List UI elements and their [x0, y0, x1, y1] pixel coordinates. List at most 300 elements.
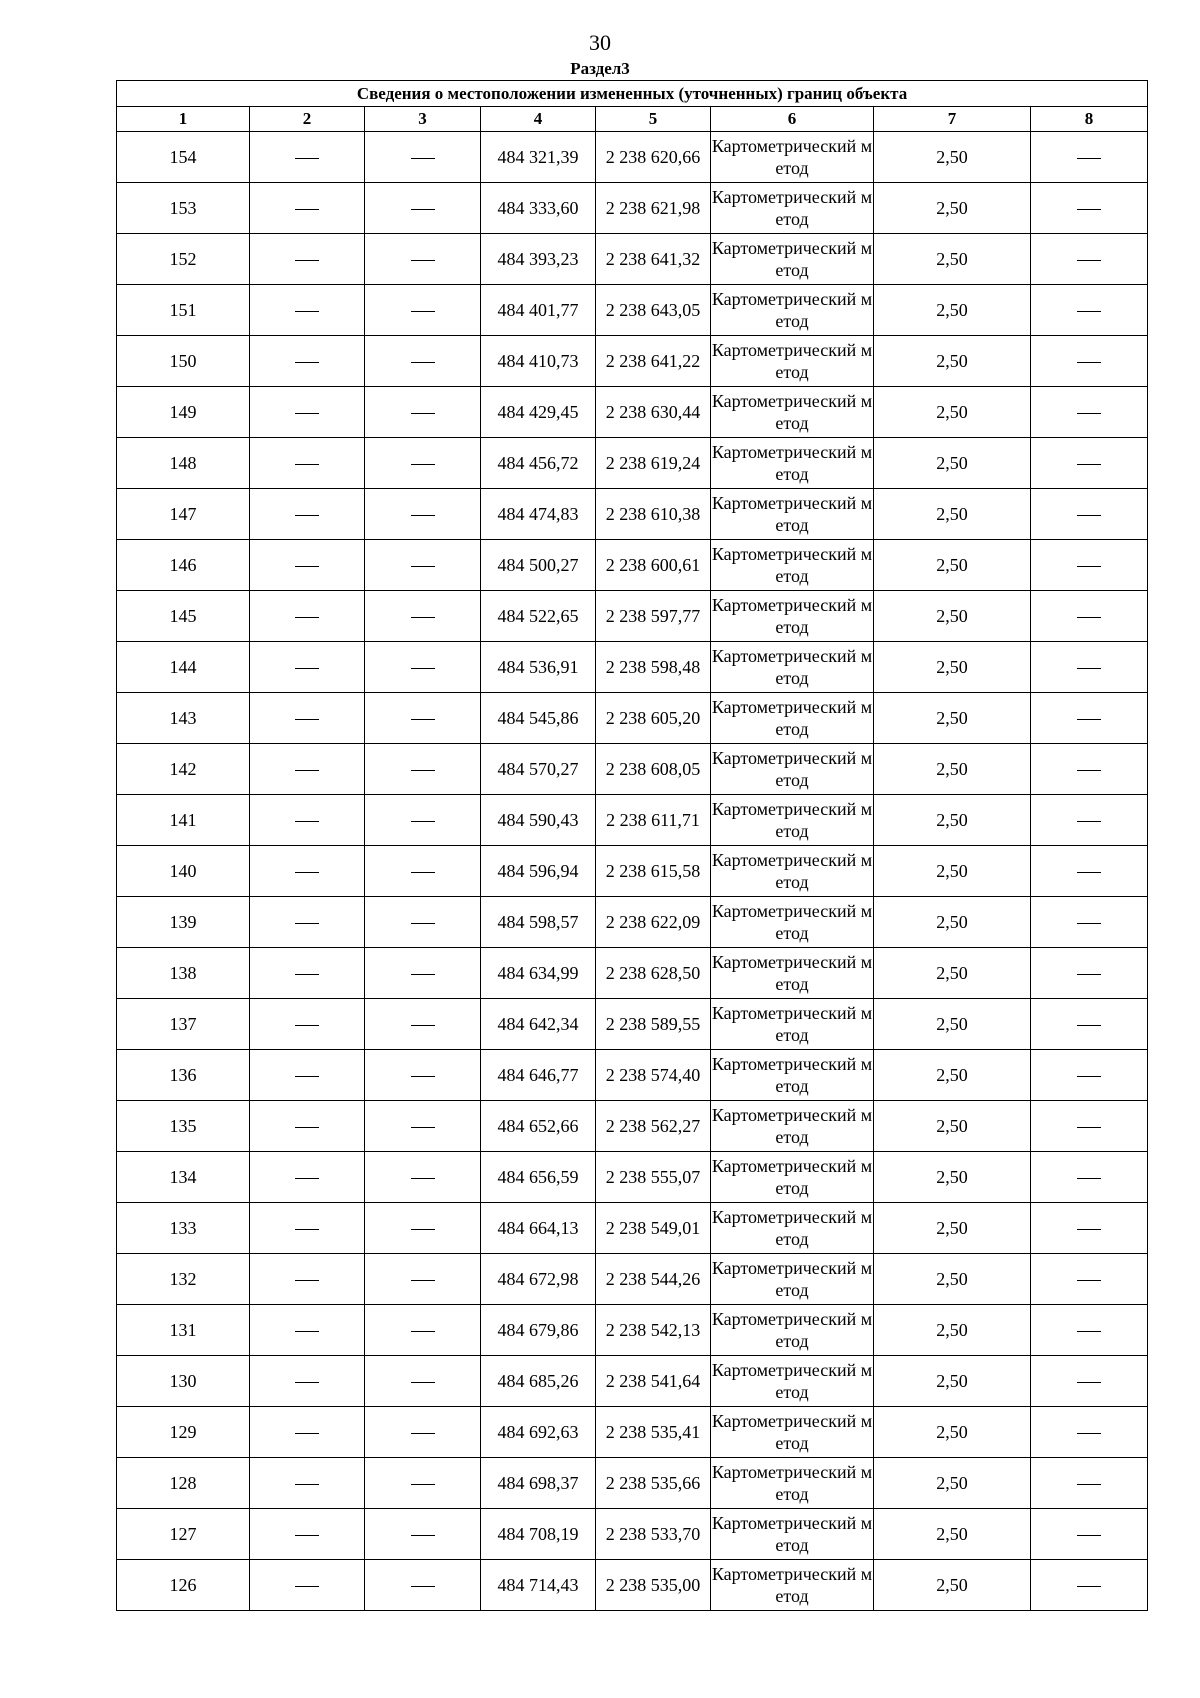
accuracy-cell: 2,50 [874, 693, 1031, 744]
table-row [117, 1254, 1148, 1305]
column-header: 3 [365, 107, 481, 132]
empty-dash-cell [1031, 1254, 1148, 1305]
table-title-row [117, 81, 1148, 107]
accuracy-cell: 2,50 [874, 1050, 1031, 1101]
x-coordinate-cell: 484 410,73 [481, 336, 596, 387]
dash-mark [1077, 1331, 1101, 1332]
x-coordinate-cell: 484 474,83 [481, 489, 596, 540]
dash-mark [411, 413, 435, 414]
accuracy-cell: 2,50 [874, 795, 1031, 846]
empty-dash-cell [250, 183, 365, 234]
point-number-cell: 148 [117, 438, 250, 489]
empty-dash-cell [365, 1407, 481, 1458]
empty-dash-cell [1031, 183, 1148, 234]
table-row [117, 1152, 1148, 1203]
method-cell: Картометрический метод [711, 183, 874, 234]
table-row [117, 642, 1148, 693]
empty-dash-cell [365, 1560, 481, 1611]
dash-mark [1077, 1280, 1101, 1281]
point-number-cell: 126 [117, 1560, 250, 1611]
dash-mark [1077, 974, 1101, 975]
dash-mark [411, 1076, 435, 1077]
x-coordinate-cell: 484 401,77 [481, 285, 596, 336]
empty-dash-cell [365, 438, 481, 489]
empty-dash-cell [365, 1356, 481, 1407]
table-row [117, 591, 1148, 642]
empty-dash-cell [365, 591, 481, 642]
empty-dash-cell [365, 948, 481, 999]
method-cell: Картометрический метод [711, 591, 874, 642]
method-cell: Картометрический метод [711, 438, 874, 489]
empty-dash-cell [250, 1458, 365, 1509]
y-coordinate-cell: 2 238 544,26 [596, 1254, 711, 1305]
empty-dash-cell [250, 1356, 365, 1407]
table-row [117, 1356, 1148, 1407]
dash-mark [1077, 464, 1101, 465]
dash-mark [411, 209, 435, 210]
accuracy-cell: 2,50 [874, 1305, 1031, 1356]
empty-dash-cell [1031, 132, 1148, 183]
boundary-coordinates-table [116, 80, 1148, 1611]
accuracy-cell: 2,50 [874, 132, 1031, 183]
y-coordinate-cell: 2 238 621,98 [596, 183, 711, 234]
dash-mark [295, 1025, 319, 1026]
method-cell: Картометрический метод [711, 1101, 874, 1152]
point-number-cell: 151 [117, 285, 250, 336]
dash-mark [295, 1280, 319, 1281]
empty-dash-cell [250, 1152, 365, 1203]
dash-mark [1077, 158, 1101, 159]
table-row [117, 336, 1148, 387]
empty-dash-cell [1031, 744, 1148, 795]
point-number-cell: 133 [117, 1203, 250, 1254]
x-coordinate-cell: 484 321,39 [481, 132, 596, 183]
empty-dash-cell [365, 234, 481, 285]
table-row [117, 1305, 1148, 1356]
point-number-cell: 141 [117, 795, 250, 846]
dash-mark [295, 311, 319, 312]
dash-mark [1077, 362, 1101, 363]
method-cell: Картометрический метод [711, 1407, 874, 1458]
table-row [117, 795, 1148, 846]
method-cell: Картометрический метод [711, 1050, 874, 1101]
x-coordinate-cell: 484 672,98 [481, 1254, 596, 1305]
empty-dash-cell [250, 387, 365, 438]
table-row [117, 183, 1148, 234]
y-coordinate-cell: 2 238 598,48 [596, 642, 711, 693]
dash-mark [1077, 260, 1101, 261]
dash-mark [295, 1484, 319, 1485]
accuracy-cell: 2,50 [874, 999, 1031, 1050]
column-header: 4 [481, 107, 596, 132]
dash-mark [1077, 413, 1101, 414]
point-number-cell: 145 [117, 591, 250, 642]
dash-mark [295, 1229, 319, 1230]
x-coordinate-cell: 484 708,19 [481, 1509, 596, 1560]
table-row [117, 846, 1148, 897]
x-coordinate-cell: 484 598,57 [481, 897, 596, 948]
point-number-cell: 153 [117, 183, 250, 234]
dash-mark [1077, 923, 1101, 924]
method-cell: Картометрический метод [711, 1458, 874, 1509]
empty-dash-cell [1031, 1560, 1148, 1611]
page-number: 30 [589, 30, 611, 55]
accuracy-cell: 2,50 [874, 948, 1031, 999]
dash-mark [1077, 1127, 1101, 1128]
y-coordinate-cell: 2 238 605,20 [596, 693, 711, 744]
dash-mark [1077, 566, 1101, 567]
method-cell: Картометрический метод [711, 132, 874, 183]
empty-dash-cell [1031, 1152, 1148, 1203]
x-coordinate-cell: 484 698,37 [481, 1458, 596, 1509]
x-coordinate-cell: 484 642,34 [481, 999, 596, 1050]
dash-mark [295, 1382, 319, 1383]
dash-mark [295, 872, 319, 873]
x-coordinate-cell: 484 685,26 [481, 1356, 596, 1407]
accuracy-cell: 2,50 [874, 897, 1031, 948]
dash-mark [1077, 1229, 1101, 1230]
table-row [117, 387, 1148, 438]
method-cell: Картометрический метод [711, 1203, 874, 1254]
empty-dash-cell [1031, 285, 1148, 336]
dash-mark [1077, 209, 1101, 210]
empty-dash-cell [250, 1203, 365, 1254]
empty-dash-cell [365, 846, 481, 897]
method-cell: Картометрический метод [711, 1152, 874, 1203]
dash-mark [295, 1586, 319, 1587]
empty-dash-cell [250, 1254, 365, 1305]
y-coordinate-cell: 2 238 619,24 [596, 438, 711, 489]
point-number-cell: 152 [117, 234, 250, 285]
empty-dash-cell [1031, 795, 1148, 846]
empty-dash-cell [365, 1152, 481, 1203]
empty-dash-cell [365, 132, 481, 183]
dash-mark [411, 1331, 435, 1332]
dash-mark [295, 821, 319, 822]
accuracy-cell: 2,50 [874, 336, 1031, 387]
dash-mark [295, 1127, 319, 1128]
dash-mark [295, 974, 319, 975]
dash-mark [295, 413, 319, 414]
method-cell: Картометрический метод [711, 846, 874, 897]
dash-mark [295, 515, 319, 516]
method-cell: Картометрический метод [711, 948, 874, 999]
accuracy-cell: 2,50 [874, 1356, 1031, 1407]
y-coordinate-cell: 2 238 541,64 [596, 1356, 711, 1407]
table-row [117, 1560, 1148, 1611]
empty-dash-cell [365, 540, 481, 591]
empty-dash-cell [250, 999, 365, 1050]
dash-mark [1077, 1484, 1101, 1485]
dash-mark [295, 566, 319, 567]
y-coordinate-cell: 2 238 620,66 [596, 132, 711, 183]
empty-dash-cell [250, 795, 365, 846]
method-cell: Картометрический метод [711, 1509, 874, 1560]
accuracy-cell: 2,50 [874, 1254, 1031, 1305]
column-header: 2 [250, 107, 365, 132]
dash-mark [411, 1433, 435, 1434]
x-coordinate-cell: 484 429,45 [481, 387, 596, 438]
y-coordinate-cell: 2 238 542,13 [596, 1305, 711, 1356]
table-row [117, 1509, 1148, 1560]
y-coordinate-cell: 2 238 535,66 [596, 1458, 711, 1509]
method-cell: Картометрический метод [711, 795, 874, 846]
empty-dash-cell [1031, 438, 1148, 489]
dash-mark [411, 719, 435, 720]
dash-mark [411, 1280, 435, 1281]
dash-mark [411, 923, 435, 924]
empty-dash-cell [365, 183, 481, 234]
dash-mark [1077, 617, 1101, 618]
empty-dash-cell [1031, 591, 1148, 642]
empty-dash-cell [250, 234, 365, 285]
method-cell: Картометрический метод [711, 285, 874, 336]
dash-mark [295, 923, 319, 924]
y-coordinate-cell: 2 238 535,41 [596, 1407, 711, 1458]
point-number-cell: 130 [117, 1356, 250, 1407]
empty-dash-cell [1031, 1356, 1148, 1407]
dash-mark [1077, 821, 1101, 822]
column-number-row [117, 107, 1148, 132]
dash-mark [411, 566, 435, 567]
empty-dash-cell [1031, 897, 1148, 948]
y-coordinate-cell: 2 238 615,58 [596, 846, 711, 897]
dash-mark [411, 872, 435, 873]
point-number-cell: 154 [117, 132, 250, 183]
dash-mark [295, 617, 319, 618]
x-coordinate-cell: 484 656,59 [481, 1152, 596, 1203]
y-coordinate-cell: 2 238 533,70 [596, 1509, 711, 1560]
method-cell: Картометрический метод [711, 897, 874, 948]
point-number-cell: 147 [117, 489, 250, 540]
section-label: Раздел3 [570, 59, 630, 78]
method-cell: Картометрический метод [711, 387, 874, 438]
empty-dash-cell [365, 897, 481, 948]
y-coordinate-cell: 2 238 535,00 [596, 1560, 711, 1611]
dash-mark [411, 1382, 435, 1383]
empty-dash-cell [250, 897, 365, 948]
empty-dash-cell [365, 795, 481, 846]
empty-dash-cell [365, 693, 481, 744]
point-number-cell: 134 [117, 1152, 250, 1203]
accuracy-cell: 2,50 [874, 234, 1031, 285]
empty-dash-cell [250, 948, 365, 999]
point-number-cell: 128 [117, 1458, 250, 1509]
y-coordinate-cell: 2 238 562,27 [596, 1101, 711, 1152]
empty-dash-cell [365, 744, 481, 795]
y-coordinate-cell: 2 238 641,22 [596, 336, 711, 387]
empty-dash-cell [365, 999, 481, 1050]
empty-dash-cell [1031, 1101, 1148, 1152]
accuracy-cell: 2,50 [874, 183, 1031, 234]
empty-dash-cell [250, 285, 365, 336]
table-title: Сведения о местоположении измененных (уточненных) границ объекта [117, 81, 1148, 107]
table-row [117, 999, 1148, 1050]
table-row [117, 1101, 1148, 1152]
point-number-cell: 138 [117, 948, 250, 999]
method-cell: Картометрический метод [711, 744, 874, 795]
table-body [117, 81, 1148, 1611]
y-coordinate-cell: 2 238 610,38 [596, 489, 711, 540]
empty-dash-cell [1031, 846, 1148, 897]
dash-mark [1077, 668, 1101, 669]
method-cell: Картометрический метод [711, 693, 874, 744]
empty-dash-cell [1031, 489, 1148, 540]
empty-dash-cell [250, 1101, 365, 1152]
accuracy-cell: 2,50 [874, 387, 1031, 438]
empty-dash-cell [1031, 234, 1148, 285]
x-coordinate-cell: 484 679,86 [481, 1305, 596, 1356]
empty-dash-cell [250, 846, 365, 897]
table-row [117, 693, 1148, 744]
empty-dash-cell [365, 489, 481, 540]
empty-dash-cell [1031, 1458, 1148, 1509]
empty-dash-cell [1031, 1305, 1148, 1356]
column-header: 6 [711, 107, 874, 132]
dash-mark [411, 668, 435, 669]
dash-mark [411, 311, 435, 312]
method-cell: Картометрический метод [711, 234, 874, 285]
point-number-cell: 135 [117, 1101, 250, 1152]
x-coordinate-cell: 484 590,43 [481, 795, 596, 846]
table-row [117, 438, 1148, 489]
method-cell: Картометрический метод [711, 489, 874, 540]
accuracy-cell: 2,50 [874, 540, 1031, 591]
empty-dash-cell [250, 438, 365, 489]
dash-mark [295, 260, 319, 261]
y-coordinate-cell: 2 238 622,09 [596, 897, 711, 948]
empty-dash-cell [250, 642, 365, 693]
table-row [117, 540, 1148, 591]
empty-dash-cell [365, 1203, 481, 1254]
accuracy-cell: 2,50 [874, 642, 1031, 693]
empty-dash-cell [1031, 1203, 1148, 1254]
table-row [117, 744, 1148, 795]
accuracy-cell: 2,50 [874, 1101, 1031, 1152]
empty-dash-cell [1031, 948, 1148, 999]
accuracy-cell: 2,50 [874, 846, 1031, 897]
point-number-cell: 136 [117, 1050, 250, 1101]
column-header: 1 [117, 107, 250, 132]
empty-dash-cell [1031, 387, 1148, 438]
table-row [117, 1458, 1148, 1509]
y-coordinate-cell: 2 238 555,07 [596, 1152, 711, 1203]
y-coordinate-cell: 2 238 597,77 [596, 591, 711, 642]
point-number-cell: 144 [117, 642, 250, 693]
dash-mark [295, 362, 319, 363]
point-number-cell: 137 [117, 999, 250, 1050]
empty-dash-cell [250, 1509, 365, 1560]
table-row [117, 132, 1148, 183]
dash-mark [295, 158, 319, 159]
empty-dash-cell [250, 1407, 365, 1458]
y-coordinate-cell: 2 238 630,44 [596, 387, 711, 438]
x-coordinate-cell: 484 652,66 [481, 1101, 596, 1152]
dash-mark [295, 464, 319, 465]
empty-dash-cell [365, 336, 481, 387]
column-header: 5 [596, 107, 711, 132]
dash-mark [1077, 1433, 1101, 1434]
point-number-cell: 143 [117, 693, 250, 744]
empty-dash-cell [365, 1101, 481, 1152]
y-coordinate-cell: 2 238 574,40 [596, 1050, 711, 1101]
empty-dash-cell [365, 285, 481, 336]
dash-mark [295, 1178, 319, 1179]
accuracy-cell: 2,50 [874, 438, 1031, 489]
accuracy-cell: 2,50 [874, 1458, 1031, 1509]
column-header: 8 [1031, 107, 1148, 132]
empty-dash-cell [1031, 540, 1148, 591]
method-cell: Картометрический метод [711, 999, 874, 1050]
y-coordinate-cell: 2 238 611,71 [596, 795, 711, 846]
empty-dash-cell [1031, 693, 1148, 744]
empty-dash-cell [365, 1050, 481, 1101]
accuracy-cell: 2,50 [874, 1560, 1031, 1611]
dash-mark [411, 464, 435, 465]
empty-dash-cell [1031, 642, 1148, 693]
dash-mark [1077, 1382, 1101, 1383]
point-number-cell: 132 [117, 1254, 250, 1305]
dash-mark [411, 515, 435, 516]
dash-mark [411, 1127, 435, 1128]
x-coordinate-cell: 484 545,86 [481, 693, 596, 744]
x-coordinate-cell: 484 646,77 [481, 1050, 596, 1101]
dash-mark [1077, 1535, 1101, 1536]
dash-mark [295, 1331, 319, 1332]
dash-mark [411, 158, 435, 159]
dash-mark [411, 1484, 435, 1485]
table-row [117, 1203, 1148, 1254]
accuracy-cell: 2,50 [874, 1509, 1031, 1560]
empty-dash-cell [250, 744, 365, 795]
accuracy-cell: 2,50 [874, 591, 1031, 642]
dash-mark [295, 668, 319, 669]
column-header: 7 [874, 107, 1031, 132]
point-number-cell: 142 [117, 744, 250, 795]
x-coordinate-cell: 484 522,65 [481, 591, 596, 642]
dash-mark [295, 719, 319, 720]
dash-mark [411, 1586, 435, 1587]
empty-dash-cell [1031, 1407, 1148, 1458]
dash-mark [411, 770, 435, 771]
dash-mark [295, 1076, 319, 1077]
dash-mark [295, 1433, 319, 1434]
point-number-cell: 131 [117, 1305, 250, 1356]
accuracy-cell: 2,50 [874, 489, 1031, 540]
empty-dash-cell [250, 336, 365, 387]
dash-mark [1077, 872, 1101, 873]
method-cell: Картометрический метод [711, 1254, 874, 1305]
dash-mark [1077, 1025, 1101, 1026]
empty-dash-cell [250, 489, 365, 540]
x-coordinate-cell: 484 536,91 [481, 642, 596, 693]
empty-dash-cell [250, 540, 365, 591]
x-coordinate-cell: 484 714,43 [481, 1560, 596, 1611]
y-coordinate-cell: 2 238 641,32 [596, 234, 711, 285]
dash-mark [411, 362, 435, 363]
table-row [117, 489, 1148, 540]
empty-dash-cell [365, 1509, 481, 1560]
method-cell: Картометрический метод [711, 336, 874, 387]
point-number-cell: 140 [117, 846, 250, 897]
dash-mark [1077, 719, 1101, 720]
dash-mark [411, 821, 435, 822]
point-number-cell: 146 [117, 540, 250, 591]
x-coordinate-cell: 484 456,72 [481, 438, 596, 489]
table-row [117, 285, 1148, 336]
method-cell: Картометрический метод [711, 1560, 874, 1611]
x-coordinate-cell: 484 500,27 [481, 540, 596, 591]
